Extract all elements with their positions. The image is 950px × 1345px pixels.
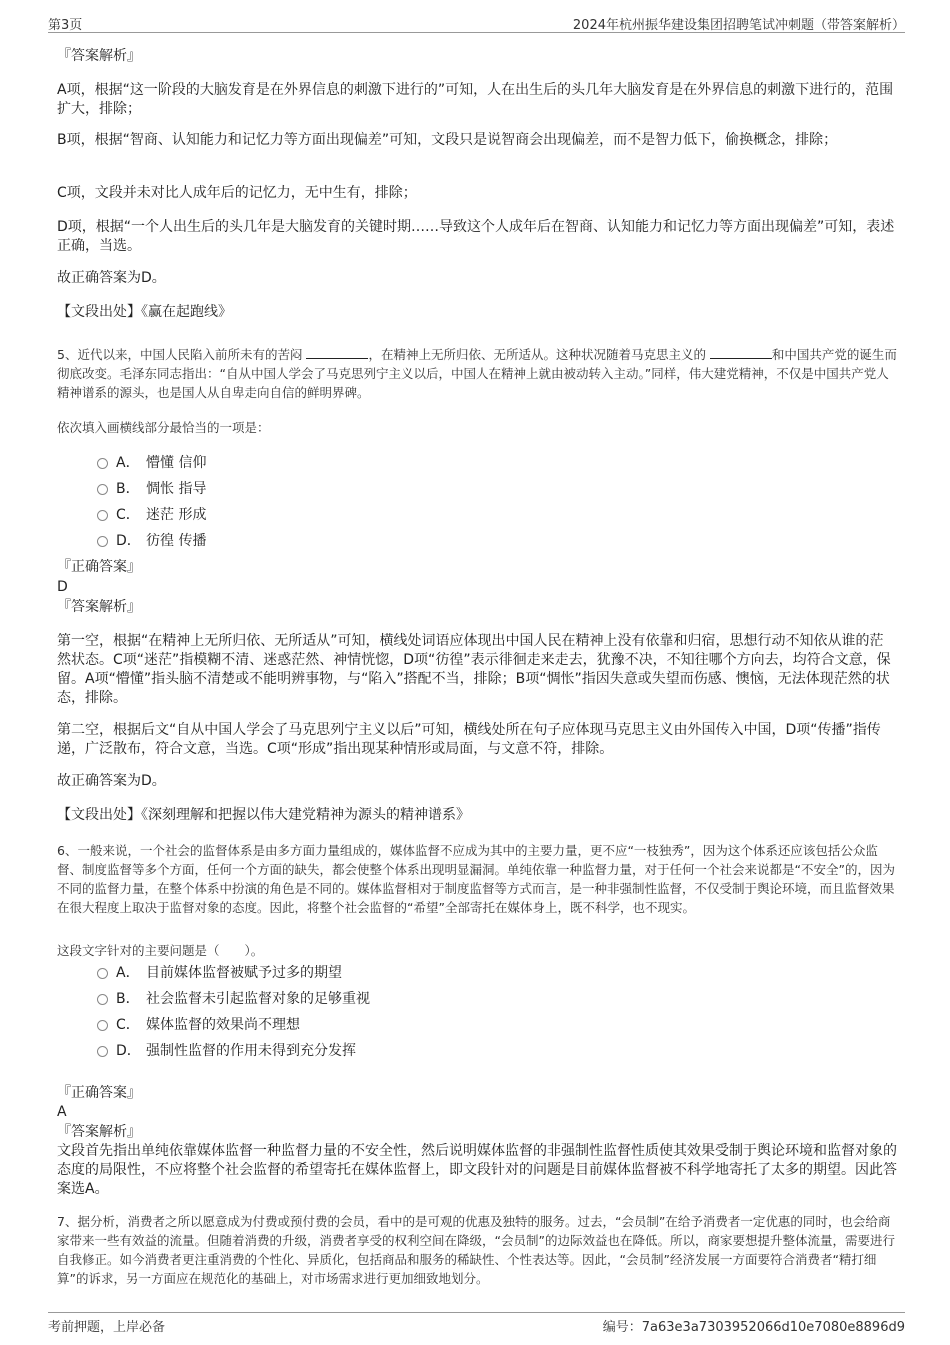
radio-icon[interactable] bbox=[97, 458, 108, 469]
footer-slogan: 考前押题，上岸必备 bbox=[48, 1320, 166, 1335]
q7-stem: 7、据分析，消费者之所以愿意成为付费或预付费的会员，看中的是可观的优惠及独特的服务。过去，“会员制”在给予消费者一定优惠的同时，也会给商家带来一些有效益的流量。但随着消费的升级，消费者享受的权利空间在降级，“会员制”的边际效益也在降低。所以，商家要想提升整体流量，需要进行自我修正。如今消费者更注重消费的个性化、异质化，包括商品和服务的稀缺性、个性表达等。因此，“会员制”经济发展一方面要符合消费者“精打细算”的诉求，另一方面应在规范化的基础上，对市场需求进行更加细致地划分。 bbox=[57, 1214, 895, 1286]
q6-correct-label: 『正确答案』 bbox=[57, 1085, 141, 1101]
q6-analysis-label: 『答案解析』 bbox=[57, 1124, 141, 1140]
q5-source: 【文段出处】《深刻理解和把握以伟大建党精神为源头的精神谱系》 bbox=[57, 807, 470, 823]
radio-icon[interactable] bbox=[97, 1046, 108, 1057]
q5-analysis-label: 『答案解析』 bbox=[57, 599, 141, 615]
q6-correct-answer: A bbox=[57, 1104, 67, 1120]
q6-option-c[interactable]: C． 媒体监督的效果尚不理想 bbox=[97, 1015, 300, 1035]
radio-icon[interactable] bbox=[97, 994, 108, 1005]
radio-icon[interactable] bbox=[97, 510, 108, 521]
q6-stem: 6、一般来说，一个社会的监督体系是由多方面力量组成的，媒体监督不应成为其中的主要力量，更不应“一枝独秀”，因为这个体系还应该包括公众监督、制度监督等多个方面，任何一个方面的缺失，都会使整个体系出现明显漏洞。单纯依靠一种监督力量，对于任何一个社会来说都是“不安全”的，因为不同的监督力量，在整个体系中扮演的角色是不同的。媒体监督相对于制度监督等方式而言，是一种非强制性监督，不仅受制于舆论环境，而且监督效果在很大程度上取决于监督对象的态度。因此，将整个社会监督的“希望”全部寄托在媒体身上，既不科学，也不现实。 bbox=[57, 843, 895, 915]
q5-blank-2 bbox=[710, 346, 772, 359]
document-id: 编号：7a63e3a7303952066d10e7080e8896d9 bbox=[602, 1320, 905, 1335]
q5-prompt: 依次填入画横线部分最恰当的一项是： bbox=[57, 420, 270, 435]
q5-option-c[interactable]: C． 迷茫 形成 bbox=[97, 505, 206, 525]
q4-analysis-a: A项，根据“这一阶段的大脑发育是在外界信息的刺激下进行的”可知，人在出生后的头几年大脑发育是在外界信息的刺激下进行的，范围扩大，排除； bbox=[57, 82, 894, 117]
page-number: 第3页 bbox=[48, 18, 83, 33]
radio-icon[interactable] bbox=[97, 484, 108, 495]
q5-stem bbox=[57, 345, 897, 402]
radio-icon[interactable] bbox=[97, 536, 108, 547]
q6-option-b[interactable]: B． 社会监督未引起监督对象的足够重视 bbox=[97, 989, 370, 1009]
q5-conclusion: 故正确答案为D。 bbox=[57, 773, 166, 789]
radio-icon[interactable] bbox=[97, 968, 108, 979]
q6-option-d[interactable]: D． 强制性监督的作用未得到充分发挥 bbox=[97, 1041, 356, 1061]
q4-analysis-label: 『答案解析』 bbox=[57, 48, 141, 64]
q5-stem-part2: ，在精神上无所归依、无所适从。这种状况随着马克思主义的 bbox=[368, 347, 710, 362]
q4-analysis-d: D项，根据“一个人出生后的头几年是大脑发育的关键时期……导致这个人成年后在智商、认知能力和记忆力等方面出现偏差”可知，表述正确，当选。 bbox=[57, 219, 895, 254]
q5-analysis-1: 第一空，根据“在精神上无所归依、无所适从”可知，横线处词语应体现出中国人民在精神上没有依靠和归宿，思想行动不知依从谁的茫然状态。C项“迷茫”指模糊不清、迷惑茫然、神情恍惚，D项“彷徨”表示徘徊走来走去，犹豫不决，不知往哪个方向去，均符合文意，保留。A项“懵懂”指头脑不清楚或不能明辨事物，与“陷入”搭配不当，排除；B项“惆怅”指因失意或失望而伤感、懊恼，无法体现茫然的状态，排除。 bbox=[57, 633, 891, 706]
q5-option-a[interactable]: A． 懵懂 信仰 bbox=[97, 453, 206, 473]
q5-stem-part1: 5、近代以来，中国人民陷入前所未有的苦闷 bbox=[57, 347, 307, 362]
page-footer bbox=[48, 1312, 905, 1333]
q4-analysis-b: B项，根据“智商、认知能力和记忆力等方面出现偏差”可知，文段只是说智商会出现偏差，而不是智力低下，偷换概念，排除； bbox=[57, 132, 838, 148]
q5-blank-1 bbox=[306, 346, 368, 359]
document-title: 2024年杭州振华建设集团招聘笔试冲刺题（带答案解析） bbox=[572, 18, 905, 33]
q6-option-a[interactable]: A． 目前媒体监督被赋予过多的期望 bbox=[97, 963, 342, 983]
q5-analysis-2: 第二空，根据后文“自从中国人学会了马克思列宁主义以后”可知，横线处所在句子应体现马克思主义由外国传入中国，D项“传播”指传递，广泛散布，符合文意，当选。C项“形成”指出现某种情形或局面，与文意不符，排除。 bbox=[57, 722, 881, 757]
q6-prompt: 这段文字针对的主要问题是（ ）。 bbox=[57, 943, 264, 958]
q5-correct-label: 『正确答案』 bbox=[57, 559, 141, 575]
q5-option-b[interactable]: B． 惆怅 指导 bbox=[97, 479, 206, 499]
radio-icon[interactable] bbox=[97, 1020, 108, 1031]
q5-option-d[interactable]: D． 彷徨 传播 bbox=[97, 531, 206, 551]
q4-source: 【文段出处】《赢在起跑线》 bbox=[57, 304, 232, 320]
q4-conclusion: 故正确答案为D。 bbox=[57, 270, 166, 286]
page-header bbox=[48, 12, 905, 33]
q5-correct-answer: D bbox=[57, 579, 68, 595]
q6-analysis: 文段首先指出单纯依靠媒体监督一种监督力量的不安全性，然后说明媒体监督的非强制性监督性质使其效果受制于舆论环境和监督对象的态度的局限性，不应将整个社会监督的希望寄托在媒体监督上，即文段针对的问题是目前媒体监督被不科学地寄托了太多的期望。因此答案选A。 bbox=[57, 1143, 897, 1197]
q4-analysis-c: C项，文段并未对比人成年后的记忆力，无中生有，排除； bbox=[57, 185, 417, 201]
q5-stem-part3: 和中国共产党的诞生而彻底改变。毛泽东同志指出：“自从中国人学会了马克思列宁主义以后，中国人在精神上就由被动转入主动。”同样，伟大建党精神，不仅是中国共产党人精神谱系的源头，也是国人从自卑走向自信的鲜明界碑。 bbox=[57, 347, 897, 400]
